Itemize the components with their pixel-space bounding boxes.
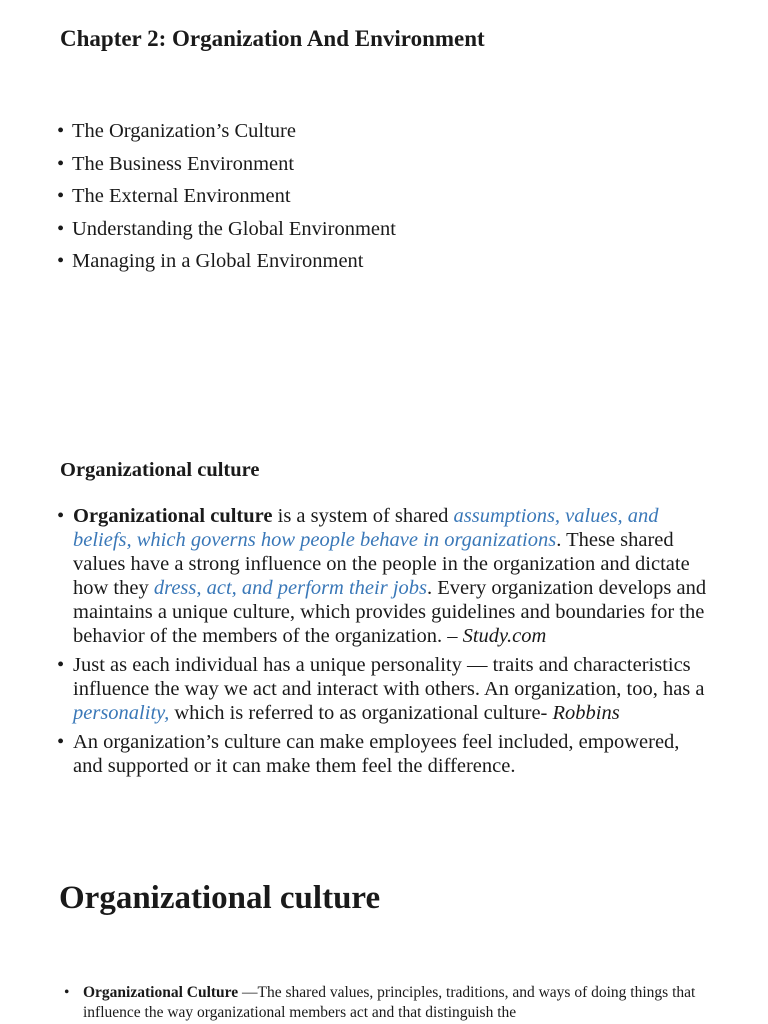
bullet-icon: • xyxy=(64,984,70,1001)
body-text: —The shared values, principles, traditions, and ways of doing things that influence the way organizational members act and that distinguish the xyxy=(83,984,696,1021)
definition-item xyxy=(64,983,714,1023)
paragraph-item-personality xyxy=(57,653,712,725)
topic-list xyxy=(57,115,396,278)
topic-item xyxy=(57,245,396,278)
topic-text: The Organization’s Culture xyxy=(72,120,296,142)
highlight-text: personality, xyxy=(73,702,170,724)
body-text: which is referred to as organizational culture- xyxy=(169,702,553,724)
paragraph-item-definition xyxy=(57,504,712,648)
chapter-title: Chapter 2: Organization And Environment xyxy=(60,26,485,51)
section-title: Organizational culture xyxy=(60,459,260,481)
bullet-icon: • xyxy=(57,505,65,527)
slide-organizational-culture xyxy=(0,440,768,840)
topic-item xyxy=(57,148,396,181)
definition-list xyxy=(64,983,714,1023)
bullet-icon: • xyxy=(57,731,65,753)
bullet-icon: • xyxy=(57,185,65,207)
topic-text: The External Environment xyxy=(72,185,291,207)
topic-item xyxy=(57,213,396,246)
paragraph-item-effect xyxy=(57,730,712,778)
bullet-icon: • xyxy=(57,250,65,272)
highlight-text: assumptions, values, and beliefs, which governs how people behave in organizations xyxy=(73,505,659,551)
topic-text: The Business Environment xyxy=(72,152,295,175)
slide-organizational-culture-definition xyxy=(0,840,768,1024)
source-citation: Robbins xyxy=(552,702,620,724)
bullet-icon: • xyxy=(57,217,65,240)
topic-item xyxy=(57,115,396,148)
body-text: Just as each individual has a unique personality — traits and characteristics influence the way we act and interact with others. An organization, too, has a xyxy=(73,654,705,700)
topic-text: Understanding the Global Environment xyxy=(72,217,396,240)
slide-title: Organizational culture xyxy=(59,880,381,916)
source-citation: Study.com xyxy=(462,625,547,647)
topic-item xyxy=(57,180,396,213)
body-text: . Every organization develops and maintains a unique culture, which provides guidelines and boundaries for the behavior of the members of the organization. – xyxy=(73,577,707,647)
bullet-icon: • xyxy=(57,654,65,676)
bullet-icon: • xyxy=(57,120,65,142)
bullet-icon: • xyxy=(57,152,65,175)
term: Organizational culture xyxy=(73,505,273,527)
term: Organizational Culture xyxy=(83,984,239,1001)
slide-chapter-overview xyxy=(0,0,768,440)
highlight-text: dress, act, and perform their jobs xyxy=(153,577,427,599)
topic-text: Managing in a Global Environment xyxy=(72,250,364,272)
paragraph-list xyxy=(57,504,712,783)
body-text: An organization’s culture can make employees feel included, empowered, and supported or it can make them feel the difference. xyxy=(73,731,680,777)
body-text: . These shared values have a strong influence on the people in the organization and dictate how they xyxy=(73,529,690,599)
body-text: is a system of shared xyxy=(272,505,454,527)
